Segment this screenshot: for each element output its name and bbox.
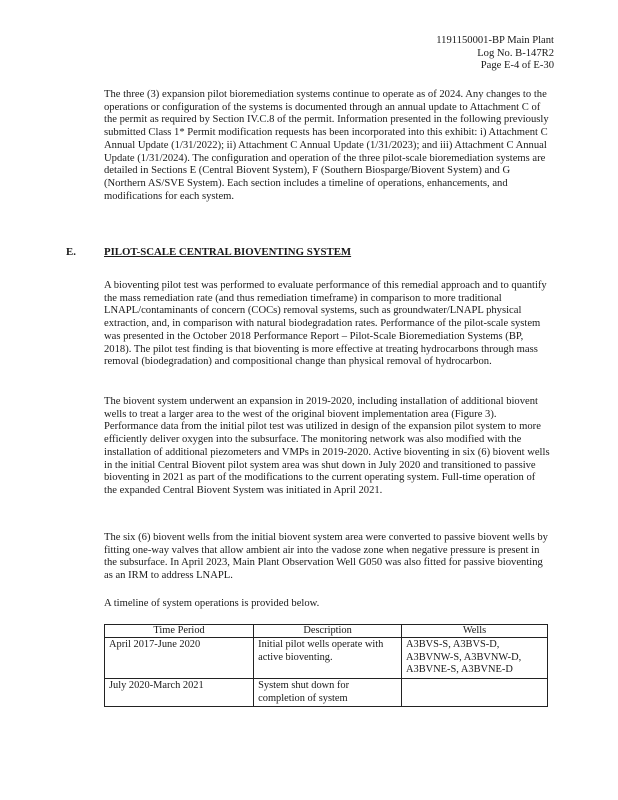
column-header: Description — [254, 625, 402, 638]
body-paragraph-2: The biovent system underwent an expansion in 2019-2020, including installation of additional biovent wells to treat a larger area to the west of the original biovent implementation area (Figure 3). Performance data from the initial pilot test was utilized in design of the expansion pilot system to more efficiently deliver oxygen into the subsurface. The monitoring network was also modified with the installation of additional piezometers and VMPs in 2019-2020. Active bioventing in six (6) biovent wells in the initial Central Biovent pilot system area was shut down in July 2020 and transitioned to passive bioventing in 2021 as part of the modifications to the current operating system. Full-time operation of the expanded Central Biovent System was initiated in April 2021. — [104, 396, 550, 496]
section-title: PILOT-SCALE CENTRAL BIOVENTING SYSTEM — [104, 246, 352, 258]
body-paragraph-1: A bioventing pilot test was performed to evaluate performance of this remedial approach and to quantify the mass remediation rate (and thus remediation timeframe) in comparison to more traditional LNAPL/contaminants of concern (COCs) removal systems, such as groundwater/LNAPL physical extraction, and, in comparison with natural biodegradation rates. Performance of the pilot-scale system was presented in the October 2018 Performance Report – Pilot-Scale Bioremediation Systems (BP, 2018). The pilot test finding is that bioventing is more effective at treating hydrocarbons through mass removal (biodegradation) and compositional change than physical removal of hydrocarbon. — [104, 280, 547, 368]
table-cell: System shut down for completion of system — [254, 679, 402, 707]
column-header: Wells — [402, 625, 548, 638]
column-header: Time Period — [105, 625, 254, 638]
table-cell: April 2017-June 2020 — [105, 638, 254, 679]
header-log-number: Log No. B-147R2 — [477, 47, 554, 59]
table-cell — [402, 679, 548, 707]
page-header — [436, 35, 554, 73]
section-letter: E. — [66, 246, 76, 258]
header-document-id: 1191150001-BP Main Plant — [436, 35, 554, 46]
table-row — [105, 679, 548, 707]
table-cell: A3BVS-S, A3BVS-D, A3BVNW-S, A3BVNW-D, A3BVNE-S, A3BVNE-D — [402, 638, 548, 679]
intro-paragraph: The three (3) expansion pilot bioremediation systems continue to operate as of 2024. Any changes to the operations or configuration of the systems is documented through an annual update to Attachment C of the permit as required by Section IV.C.8 of the permit. Information presented in the following previously submitted Class 1* Permit modification requests has been incorporated into this exhibit: i) Attachment C Annual Update (1/31/2022); ii) Attachment C Annual Update (1/31/2023); and iii) Attachment C Annual Update (1/31/2024). The configuration and operation of the three pilot-scale bioremediation systems are detailed in Sections E (Central Biovent System), F (Southern Biosparge/Biovent System) and G (Northern AS/SVE System). Each section includes a timeline of operations, enhancements, and modifications for each system. — [104, 89, 549, 202]
body-paragraph-3: The six (6) biovent wells from the initial biovent system area were converted to passive biovent wells by fitting one-way valves that allow ambient air into the vadose zone when negative pressure is present in the subsurface. In April 2023, Main Plant Observation Well G050 was also fitted for passive bioventing as an IRM to address LNAPL. — [104, 532, 548, 582]
table-cell: Initial pilot wells operate with active bioventing. — [254, 638, 402, 679]
timeline-table — [104, 624, 548, 707]
body-paragraph-4: A timeline of system operations is provided below. — [104, 598, 320, 609]
table-cell: July 2020-March 2021 — [105, 679, 254, 707]
table-row — [105, 638, 548, 679]
header-page-number: Page E-4 of E-30 — [480, 60, 554, 72]
table-header-row — [105, 625, 548, 638]
